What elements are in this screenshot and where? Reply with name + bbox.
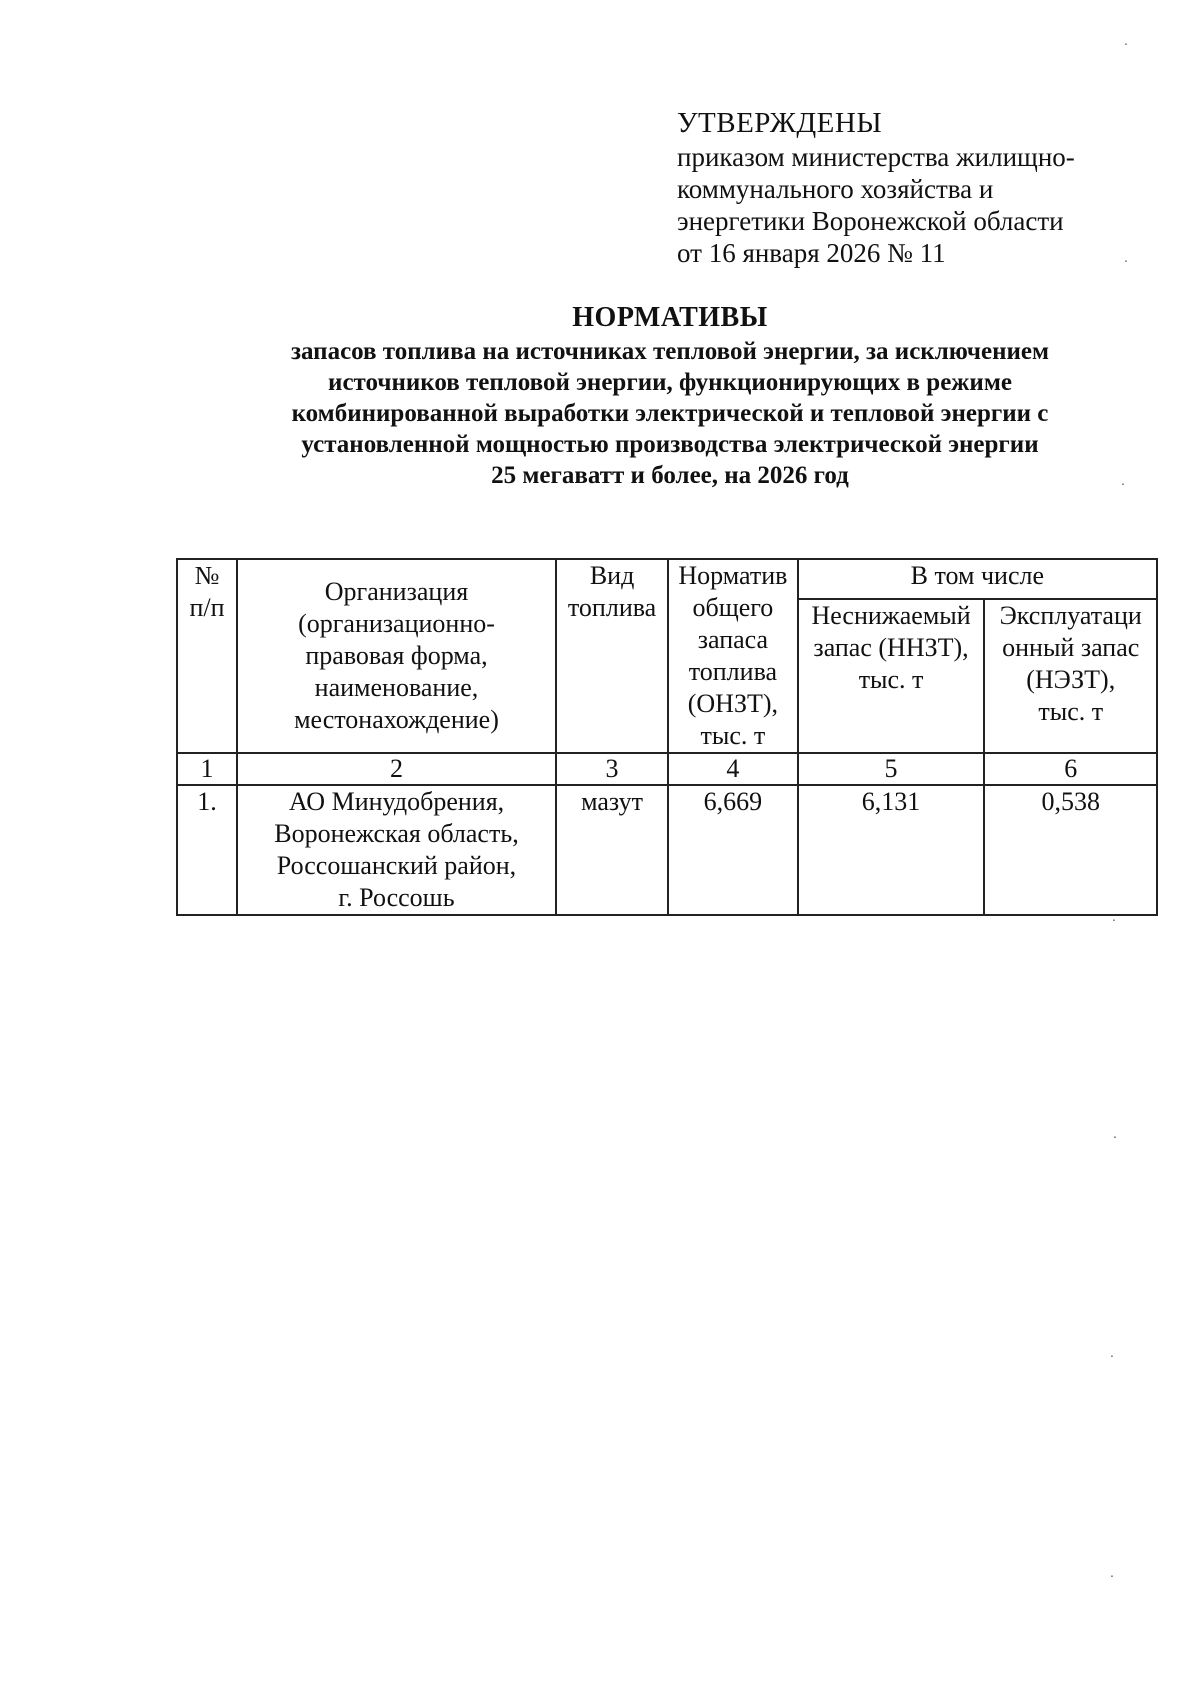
header-text: п/п	[189, 593, 225, 622]
header-text: местонахождение)	[294, 705, 499, 734]
header-text: запаса	[697, 625, 769, 654]
scan-mark: ·	[1124, 38, 1128, 53]
header-total-reserve	[668, 559, 798, 753]
header-text: (НЭЗТ),	[1026, 665, 1116, 695]
column-number: 1	[177, 753, 237, 785]
column-number: 3	[556, 753, 668, 785]
header-nezt	[984, 599, 1157, 753]
cell-nezt: 0,538	[984, 785, 1157, 915]
approval-line: от 16 января 2026 № 11	[677, 238, 946, 268]
column-number: 2	[237, 753, 556, 785]
table-row	[177, 785, 1157, 915]
header-text: топлива	[567, 593, 657, 622]
org-line: Воронежская область,	[274, 819, 519, 848]
header-num	[177, 559, 237, 753]
header-text: наименование,	[314, 673, 479, 702]
header-text: Вид	[589, 561, 635, 590]
title-line: установленной мощностью производства электрической энергии	[301, 431, 1039, 458]
title-main: НОРМАТИВЫ	[572, 302, 768, 333]
document-title	[200, 300, 1140, 491]
header-text: №	[194, 561, 220, 590]
header-text: Эксплуатаци	[999, 601, 1142, 631]
scan-mark: ·	[1113, 1131, 1117, 1146]
header-text: (организационно-	[298, 609, 495, 638]
header-text: онный запас	[1002, 633, 1140, 663]
title-line: источников тепловой энергии, функционирующих в режиме	[328, 369, 1012, 396]
header-organization	[237, 559, 556, 753]
org-line: г. Россошь	[338, 883, 455, 912]
table-header-row	[177, 559, 1157, 599]
header-text: тыс. т	[858, 665, 924, 695]
header-text: Организация	[324, 577, 469, 606]
cell-nnzt: 6,131	[798, 785, 985, 915]
scan-mark: ·	[1110, 1350, 1114, 1365]
column-number: 4	[668, 753, 798, 785]
column-number-row	[177, 753, 1157, 785]
header-text: топлива	[688, 657, 778, 686]
cell-organization	[237, 785, 556, 915]
header-text: запас (ННЗТ),	[813, 633, 969, 663]
scan-mark: ·	[1124, 255, 1128, 270]
cell-fuel-type: мазут	[556, 785, 668, 915]
header-text: правовая форма,	[305, 641, 488, 670]
column-number: 5	[798, 753, 985, 785]
approval-line: приказом министерства жилищно-	[677, 142, 1075, 172]
title-line: запасов топлива на источниках тепловой энергии, за исключением	[290, 338, 1050, 365]
header-text: тыс. т	[700, 721, 766, 750]
header-text: общего	[692, 593, 774, 622]
title-line: 25 мегаватт и более, на 2026 год	[491, 462, 849, 489]
scan-mark: ·	[1112, 914, 1116, 929]
org-line: АО Минудобрения,	[288, 787, 505, 816]
title-line: комбинированной выработки электрической и тепловой энергии с	[291, 400, 1049, 427]
header-nnzt	[798, 599, 985, 753]
norms-table	[176, 558, 1158, 916]
header-text: Неснижаемый	[811, 601, 971, 631]
approval-line: энергетики Воронежской области	[677, 206, 1064, 236]
header-text: (ОНЗТ),	[687, 689, 779, 718]
org-line: Россошанский район,	[276, 851, 517, 880]
scan-mark: ·	[1121, 478, 1125, 493]
column-number: 6	[984, 753, 1157, 785]
scan-mark: ·	[1110, 1570, 1114, 1585]
header-fuel-type	[556, 559, 668, 753]
header-text: Норматив	[678, 561, 788, 590]
approval-heading: УТВЕРЖДЕНЫ	[677, 107, 883, 139]
header-text: тыс. т	[1038, 697, 1104, 727]
header-including: В том числе	[798, 559, 1157, 599]
cell-total-reserve: 6,669	[668, 785, 798, 915]
approval-line: коммунального хозяйства и	[677, 174, 994, 204]
approval-block	[677, 105, 1117, 269]
cell-num: 1.	[177, 785, 237, 915]
